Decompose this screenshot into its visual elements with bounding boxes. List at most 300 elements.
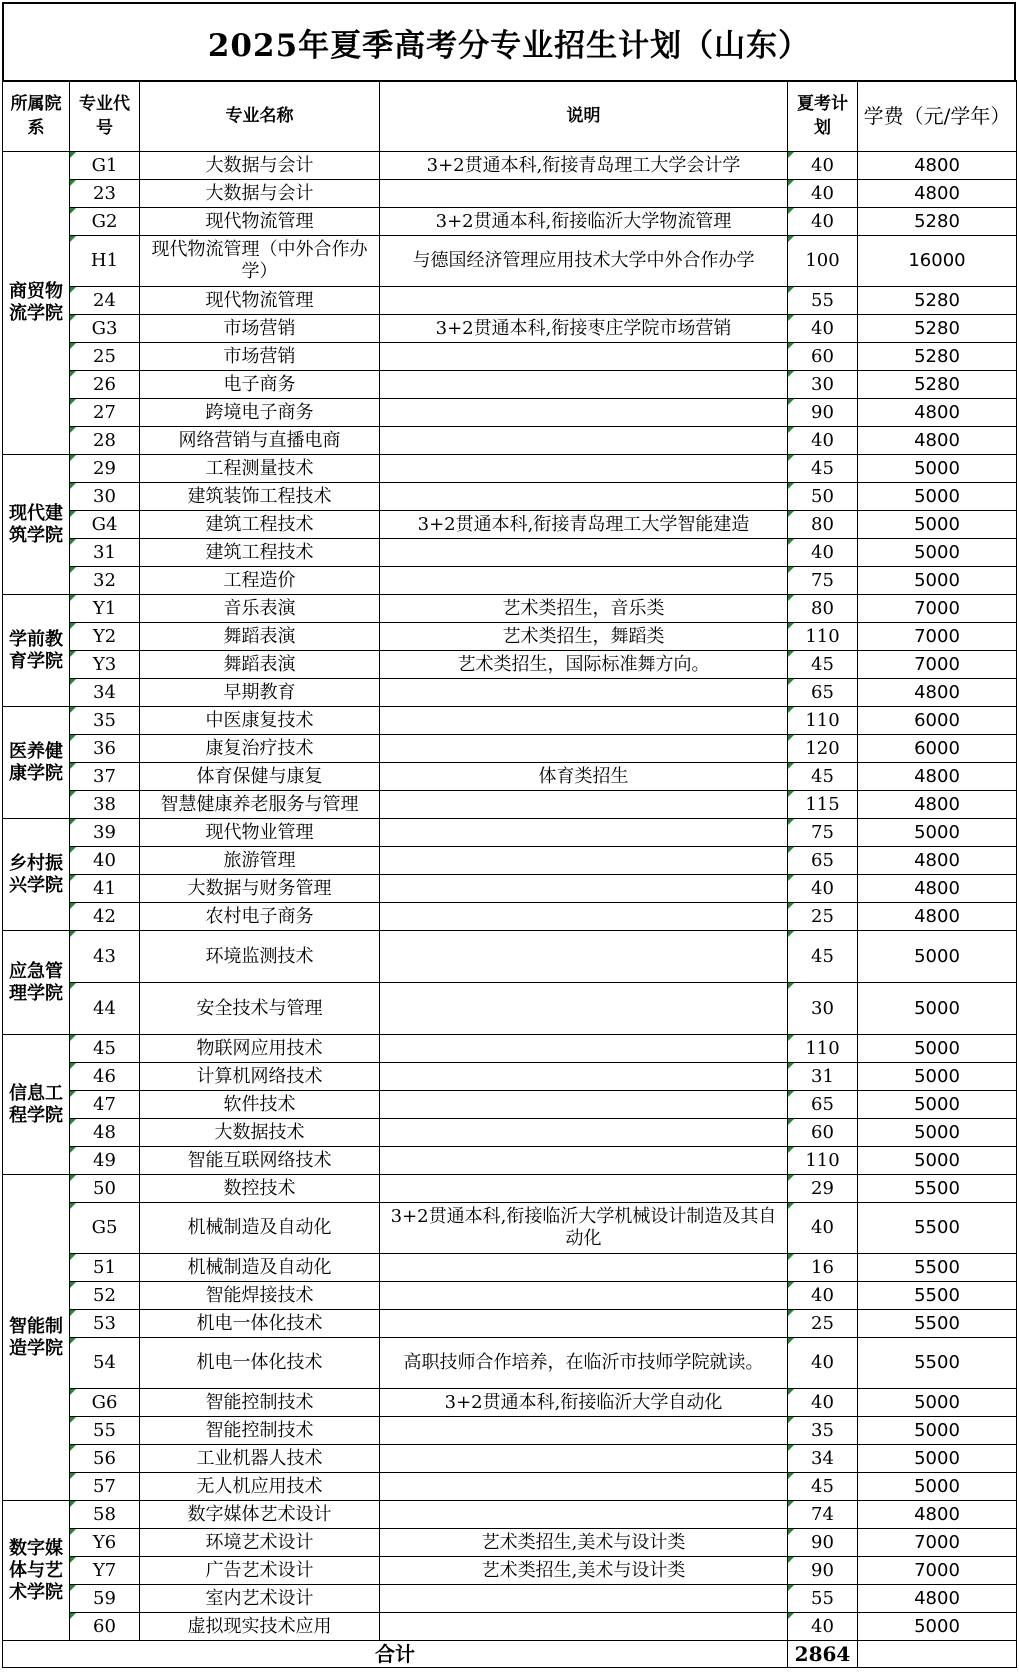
tuition-cell: 5280 [858,287,1017,315]
dept-cell: 学前教育学院 [3,595,70,707]
description-cell [380,1585,788,1613]
description-cell [380,1310,788,1338]
plan-count-cell: 75 [788,567,858,595]
code-cell: 45 [70,1035,140,1063]
description-cell [380,371,788,399]
tuition-cell: 7000 [858,1529,1017,1557]
plan-count-cell: 40 [788,539,858,567]
code-cell: 53 [70,1310,140,1338]
plan-count-cell: 60 [788,343,858,371]
code-cell: 23 [70,180,140,208]
description-cell: 艺术类招生，国际标准舞方向。 [380,651,788,679]
table-row [3,315,1017,343]
description-cell: 艺术类招生，音乐类 [380,595,788,623]
code-cell: 42 [70,903,140,931]
plan-count-cell: 34 [788,1445,858,1473]
plan-count-cell: 74 [788,1501,858,1529]
code-cell: G5 [70,1203,140,1254]
major-name-cell: 跨境电子商务 [140,399,380,427]
table-row [3,180,1017,208]
major-name-cell: 机械制造及自动化 [140,1203,380,1254]
table-row [3,455,1017,483]
major-name-cell: 智慧健康养老服务与管理 [140,791,380,819]
table-row [3,1473,1017,1501]
code-cell: Y2 [70,623,140,651]
dept-cell: 应急管理学院 [3,931,70,1035]
major-name-cell: 电子商务 [140,371,380,399]
code-cell: 35 [70,707,140,735]
plan-count-cell: 40 [788,180,858,208]
code-cell: Y1 [70,595,140,623]
header-dept: 所属院系 [3,81,70,152]
code-cell: 28 [70,427,140,455]
code-cell: 46 [70,1063,140,1091]
plan-count-cell: 16 [788,1254,858,1282]
description-cell: 艺术类招生,美术与设计类 [380,1557,788,1585]
description-cell [380,399,788,427]
tuition-cell: 5000 [858,1417,1017,1445]
tuition-cell: 5000 [858,455,1017,483]
code-cell: 56 [70,1445,140,1473]
major-name-cell: 舞蹈表演 [140,623,380,651]
description-cell: 3+2贯通本科,衔接临沂大学物流管理 [380,208,788,236]
code-cell: G1 [70,152,140,180]
major-name-cell: 现代物业管理 [140,819,380,847]
plan-count-cell: 115 [788,791,858,819]
description-cell [380,427,788,455]
table-row [3,1529,1017,1557]
code-cell: G2 [70,208,140,236]
dept-cell: 乡村振兴学院 [3,819,70,931]
table-row [3,847,1017,875]
description-cell [380,180,788,208]
plan-count-cell: 90 [788,1529,858,1557]
code-cell: Y7 [70,1557,140,1585]
description-cell [380,567,788,595]
header-desc: 说明 [380,81,788,152]
description-cell [380,903,788,931]
table-row [3,651,1017,679]
description-cell [380,455,788,483]
code-cell: 58 [70,1501,140,1529]
code-cell: 30 [70,483,140,511]
dept-cell: 智能制造学院 [3,1175,70,1501]
plan-count-cell: 40 [788,1613,858,1641]
tuition-cell: 5000 [858,1389,1017,1417]
code-cell: Y3 [70,651,140,679]
table-row [3,1175,1017,1203]
plan-count-cell: 45 [788,931,858,983]
tuition-cell: 5500 [858,1175,1017,1203]
code-cell: 54 [70,1338,140,1389]
plan-count-cell: 30 [788,371,858,399]
major-name-cell: 智能焊接技术 [140,1282,380,1310]
tuition-cell: 4800 [858,152,1017,180]
major-name-cell: 建筑装饰工程技术 [140,483,380,511]
tuition-cell: 7000 [858,595,1017,623]
description-cell [380,1501,788,1529]
code-cell: G4 [70,511,140,539]
table-row [3,1203,1017,1254]
tuition-cell: 4800 [858,180,1017,208]
tuition-cell: 5280 [858,343,1017,371]
description-cell [380,1119,788,1147]
header-code: 专业代号 [70,81,140,152]
major-name-cell: 大数据与会计 [140,180,380,208]
tuition-cell: 4800 [858,847,1017,875]
code-cell: 44 [70,983,140,1035]
code-cell: 50 [70,1175,140,1203]
plan-count-cell: 40 [788,208,858,236]
table-row [3,1445,1017,1473]
table-row [3,343,1017,371]
code-cell: 26 [70,371,140,399]
major-name-cell: 旅游管理 [140,847,380,875]
code-cell: G6 [70,1389,140,1417]
major-name-cell: 智能控制技术 [140,1389,380,1417]
major-name-cell: 体育保健与康复 [140,763,380,791]
plan-count-cell: 55 [788,287,858,315]
table-row [3,1613,1017,1641]
major-name-cell: 音乐表演 [140,595,380,623]
description-cell [380,1254,788,1282]
total-fee-empty [858,1641,1017,1668]
description-cell [380,735,788,763]
description-cell [380,1091,788,1119]
tuition-cell: 5000 [858,1473,1017,1501]
description-cell [380,983,788,1035]
table-row [3,287,1017,315]
description-cell [380,819,788,847]
tuition-cell: 5280 [858,208,1017,236]
major-name-cell: 机电一体化技术 [140,1338,380,1389]
tuition-cell: 5000 [858,567,1017,595]
plan-count-cell: 40 [788,315,858,343]
table-row [3,1147,1017,1175]
major-name-cell: 虚拟现实技术应用 [140,1613,380,1641]
table-row [3,1254,1017,1282]
description-cell [380,1445,788,1473]
tuition-cell: 5000 [858,1035,1017,1063]
plan-count-cell: 100 [788,236,858,287]
tuition-cell: 5000 [858,1091,1017,1119]
description-cell: 体育类招生 [380,763,788,791]
code-cell: 31 [70,539,140,567]
description-cell [380,791,788,819]
table-row [3,679,1017,707]
major-name-cell: 建筑工程技术 [140,539,380,567]
major-name-cell: 网络营销与直播电商 [140,427,380,455]
plan-count-cell: 55 [788,1585,858,1613]
description-cell [380,847,788,875]
code-cell: H1 [70,236,140,287]
major-name-cell: 现代物流管理 [140,208,380,236]
table-row [3,399,1017,427]
description-cell: 高职技师合作培养，在临沂市技师学院就读。 [380,1338,788,1389]
major-name-cell: 广告艺术设计 [140,1557,380,1585]
description-cell [380,1147,788,1175]
enrollment-plan-table [2,80,1017,1668]
header-plan: 夏考计划 [788,81,858,152]
total-row [3,1641,1017,1668]
table-row [3,1338,1017,1389]
plan-count-cell: 60 [788,1119,858,1147]
plan-count-cell: 90 [788,399,858,427]
description-cell [380,707,788,735]
major-name-cell: 大数据技术 [140,1119,380,1147]
major-name-cell: 工业机器人技术 [140,1445,380,1473]
dept-cell: 商贸物流学院 [3,152,70,455]
major-name-cell: 环境监测技术 [140,931,380,983]
plan-count-cell: 40 [788,1282,858,1310]
description-cell [380,483,788,511]
major-name-cell: 康复治疗技术 [140,735,380,763]
tuition-cell: 4800 [858,679,1017,707]
description-cell [380,1282,788,1310]
table-row [3,511,1017,539]
plan-count-cell: 25 [788,1310,858,1338]
tuition-cell: 5280 [858,371,1017,399]
code-cell: 59 [70,1585,140,1613]
major-name-cell: 市场营销 [140,315,380,343]
table-row [3,1282,1017,1310]
code-cell: G3 [70,315,140,343]
table-row [3,623,1017,651]
table-row [3,1063,1017,1091]
code-cell: 37 [70,763,140,791]
plan-count-cell: 80 [788,595,858,623]
major-name-cell: 物联网应用技术 [140,1035,380,1063]
tuition-cell: 7000 [858,1557,1017,1585]
table-row [3,1091,1017,1119]
plan-count-cell: 45 [788,651,858,679]
code-cell: 36 [70,735,140,763]
code-cell: 38 [70,791,140,819]
tuition-cell: 5000 [858,819,1017,847]
tuition-cell: 5000 [858,983,1017,1035]
plan-count-cell: 45 [788,1473,858,1501]
total-label: 合计 [3,1641,788,1668]
plan-count-cell: 90 [788,1557,858,1585]
description-cell [380,1613,788,1641]
major-name-cell: 市场营销 [140,343,380,371]
table-row [3,1119,1017,1147]
major-name-cell: 计算机网络技术 [140,1063,380,1091]
table-row [3,983,1017,1035]
description-cell [380,679,788,707]
table-row [3,371,1017,399]
table-row [3,1417,1017,1445]
table-row [3,539,1017,567]
table-row [3,427,1017,455]
tuition-cell: 16000 [858,236,1017,287]
major-name-cell: 大数据与财务管理 [140,875,380,903]
major-name-cell: 室内艺术设计 [140,1585,380,1613]
plan-count-cell: 65 [788,1091,858,1119]
code-cell: 41 [70,875,140,903]
plan-count-cell: 40 [788,427,858,455]
code-cell: 32 [70,567,140,595]
major-name-cell: 智能控制技术 [140,1417,380,1445]
tuition-cell: 7000 [858,623,1017,651]
plan-count-cell: 120 [788,735,858,763]
tuition-cell: 4800 [858,763,1017,791]
code-cell: 25 [70,343,140,371]
description-cell: 艺术类招生,美术与设计类 [380,1529,788,1557]
table-row [3,875,1017,903]
tuition-cell: 4800 [858,1501,1017,1529]
description-cell: 艺术类招生，舞蹈类 [380,623,788,651]
dept-cell: 现代建筑学院 [3,455,70,595]
major-name-cell: 农村电子商务 [140,903,380,931]
table-row [3,208,1017,236]
major-name-cell: 早期教育 [140,679,380,707]
description-cell [380,343,788,371]
description-cell [380,1035,788,1063]
table-row [3,1501,1017,1529]
tuition-cell: 5500 [858,1310,1017,1338]
tuition-cell: 4800 [858,875,1017,903]
dept-cell: 数字媒体与艺术学院 [3,1501,70,1641]
code-cell: 47 [70,1091,140,1119]
description-cell: 3+2贯通本科,衔接临沂大学自动化 [380,1389,788,1417]
description-cell [380,1417,788,1445]
plan-count-cell: 40 [788,152,858,180]
plan-count-cell: 40 [788,875,858,903]
code-cell: 40 [70,847,140,875]
major-name-cell: 安全技术与管理 [140,983,380,1035]
plan-count-cell: 110 [788,707,858,735]
tuition-cell: 5500 [858,1338,1017,1389]
table-row [3,1035,1017,1063]
tuition-cell: 4800 [858,903,1017,931]
header-name: 专业名称 [140,81,380,152]
table-row [3,236,1017,287]
table-row [3,1585,1017,1613]
plan-count-cell: 40 [788,1338,858,1389]
plan-count-cell: 80 [788,511,858,539]
tuition-cell: 6000 [858,707,1017,735]
plan-count-cell: 65 [788,679,858,707]
plan-count-cell: 35 [788,1417,858,1445]
code-cell: 34 [70,679,140,707]
code-cell: 24 [70,287,140,315]
table-row [3,1389,1017,1417]
major-name-cell: 工程测量技术 [140,455,380,483]
table-row [3,791,1017,819]
table-row [3,152,1017,180]
tuition-cell: 4800 [858,1585,1017,1613]
code-cell: 43 [70,931,140,983]
tuition-cell: 5500 [858,1282,1017,1310]
plan-count-cell: 110 [788,1147,858,1175]
table-row [3,483,1017,511]
table-body [3,152,1017,1668]
tuition-cell: 5000 [858,511,1017,539]
tuition-cell: 5000 [858,483,1017,511]
plan-count-cell: 45 [788,455,858,483]
major-name-cell: 中医康复技术 [140,707,380,735]
major-name-cell: 环境艺术设计 [140,1529,380,1557]
plan-count-cell: 50 [788,483,858,511]
tuition-cell: 4800 [858,399,1017,427]
description-cell [380,875,788,903]
table-row [3,903,1017,931]
description-cell [380,1473,788,1501]
plan-count-cell: 40 [788,1389,858,1417]
header-fee: 学费（元/学年） [858,81,1017,152]
major-name-cell: 机电一体化技术 [140,1310,380,1338]
table-row [3,735,1017,763]
code-cell: 60 [70,1613,140,1641]
table-row [3,819,1017,847]
code-cell: 29 [70,455,140,483]
major-name-cell: 工程造价 [140,567,380,595]
description-cell: 3+2贯通本科,衔接枣庄学院市场营销 [380,315,788,343]
code-cell: 27 [70,399,140,427]
tuition-cell: 5000 [858,1445,1017,1473]
major-name-cell: 机械制造及自动化 [140,1254,380,1282]
tuition-cell: 5000 [858,1119,1017,1147]
total-value: 2864 [788,1641,858,1668]
tuition-cell: 5280 [858,315,1017,343]
table-header-row [3,81,1017,152]
plan-count-cell: 40 [788,1203,858,1254]
major-name-cell: 舞蹈表演 [140,651,380,679]
code-cell: 52 [70,1282,140,1310]
major-name-cell: 建筑工程技术 [140,511,380,539]
description-cell: 与德国经济管理应用技术大学中外合作办学 [380,236,788,287]
tuition-cell: 5000 [858,539,1017,567]
major-name-cell: 软件技术 [140,1091,380,1119]
plan-count-cell: 29 [788,1175,858,1203]
major-name-cell: 现代物流管理 [140,287,380,315]
table-row [3,931,1017,983]
code-cell: 55 [70,1417,140,1445]
description-cell: 3+2贯通本科,衔接临沂大学机械设计制造及其自动化 [380,1203,788,1254]
plan-count-cell: 75 [788,819,858,847]
tuition-cell: 5000 [858,1613,1017,1641]
code-cell: 51 [70,1254,140,1282]
plan-count-cell: 110 [788,1035,858,1063]
plan-count-cell: 31 [788,1063,858,1091]
tuition-cell: 5000 [858,931,1017,983]
description-cell: 3+2贯通本科,衔接青岛理工大学智能建造 [380,511,788,539]
dept-cell: 医养健康学院 [3,707,70,819]
major-name-cell: 大数据与会计 [140,152,380,180]
tuition-cell: 5500 [858,1254,1017,1282]
plan-count-cell: 30 [788,983,858,1035]
code-cell: 39 [70,819,140,847]
tuition-cell: 6000 [858,735,1017,763]
major-name-cell: 现代物流管理（中外合作办学） [140,236,380,287]
major-name-cell: 智能互联网络技术 [140,1147,380,1175]
table-row [3,567,1017,595]
page-title: 2025年夏季高考分专业招生计划（山东） [2,2,1016,82]
plan-count-cell: 25 [788,903,858,931]
table-row [3,1310,1017,1338]
plan-count-cell: 110 [788,623,858,651]
major-name-cell: 数字媒体艺术设计 [140,1501,380,1529]
description-cell [380,539,788,567]
plan-count-cell: 65 [788,847,858,875]
dept-cell: 信息工程学院 [3,1035,70,1175]
tuition-cell: 5500 [858,1203,1017,1254]
tuition-cell: 5000 [858,1147,1017,1175]
table-row [3,595,1017,623]
major-name-cell: 无人机应用技术 [140,1473,380,1501]
table-row [3,763,1017,791]
